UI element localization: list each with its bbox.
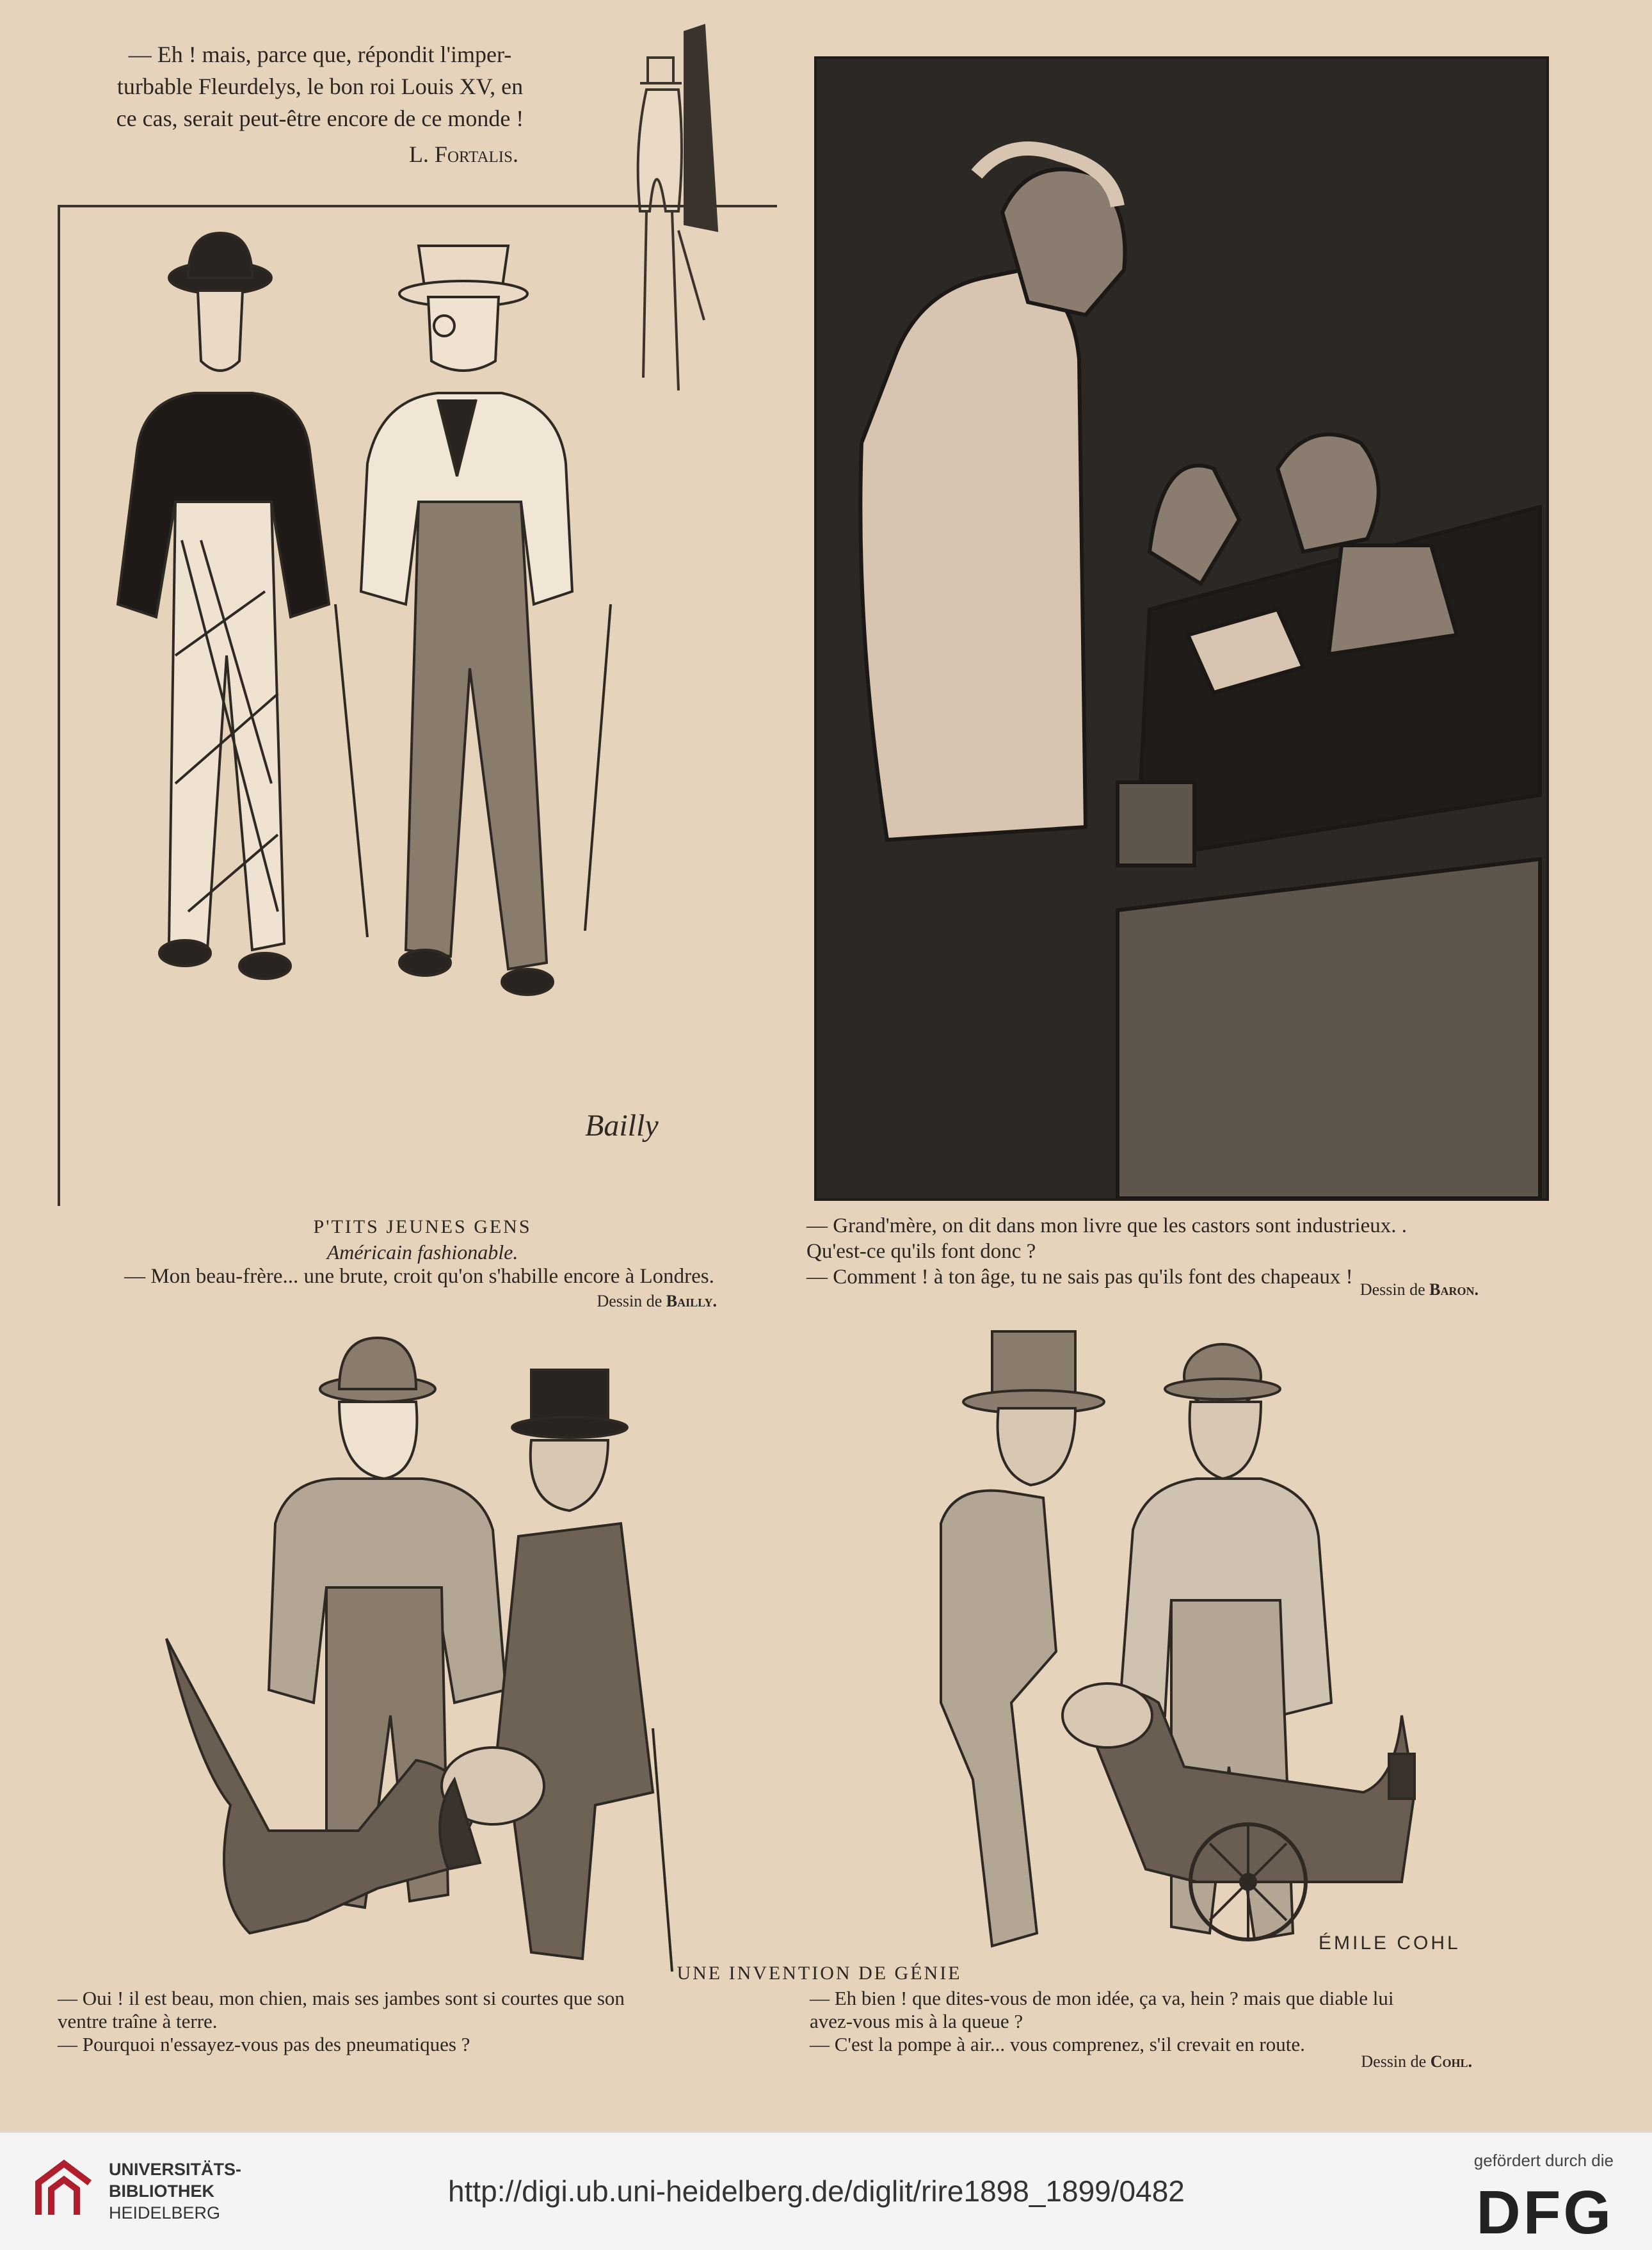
left-credit (448, 1292, 717, 1311)
intro-line: — Eh ! mais, parce que, répondit l'imper- (128, 42, 512, 67)
left-caption-dialogue: — Mon beau-frère... une brute, croit qu'on s'habille encore à Londres. (124, 1265, 714, 1288)
bottom-left-line: — Oui ! il est beau, mon chien, mais ses jambes sont si courtes que son (58, 1987, 625, 2009)
left-caption-subtitle: Américain fashionable. (326, 1241, 518, 1264)
credit-prefix: Dessin de (1359, 1280, 1425, 1299)
left-illustration-frame (58, 205, 777, 1206)
intro-line: turbable Fleurdelys, le bon roi Louis XV, en (116, 74, 524, 99)
right-caption-dialogue (806, 1213, 1555, 1290)
bottom-credit (1216, 2052, 1472, 2071)
dfg-logo: DFG (1476, 2178, 1614, 2247)
library-line: HEIDELBERG (109, 2203, 221, 2222)
credit-prefix: Dessin de (1361, 2052, 1427, 2071)
library-name (109, 2158, 241, 2224)
right-dialogue-line: Qu'est-ce qu'ils font donc ? (806, 1240, 1036, 1263)
library-logo-icon (32, 2157, 96, 2221)
bottom-right-line: — C'est la pompe à air... vous comprenez, s'il crevait en route. (810, 2033, 1305, 2055)
credit-name: Baron. (1429, 1280, 1479, 1299)
invention-de-genie-illustration (147, 1319, 1491, 1984)
two-young-men-illustration (60, 207, 777, 1206)
bottom-right-line: avez-vous mis à la queue ? (810, 2010, 1023, 2032)
right-illustration-frame (814, 56, 1549, 1201)
bottom-caption-title: UNE INVENTION DE GÉNIE (677, 1963, 962, 1984)
bottom-left-line: — Pourquoi n'essayez-vous pas des pneumatiques ? (58, 2033, 470, 2055)
credit-prefix: Dessin de (597, 1292, 662, 1310)
cohl-signature: ÉMILE COHL (1319, 1933, 1461, 1954)
left-caption-title: P'TITS JEUNES GENS (313, 1216, 532, 1237)
right-credit (1216, 1280, 1479, 1299)
digitization-footer (0, 2132, 1652, 2250)
library-line: BIBLIOTHEK (109, 2182, 214, 2201)
credit-name: Bailly. (666, 1292, 717, 1310)
bailly-signature: Bailly (585, 1109, 659, 1143)
intro-line: ce cas, serait peut-être encore de ce monde ! (116, 106, 524, 131)
library-line: UNIVERSITÄTS- (109, 2160, 242, 2179)
grandmother-child-illustration (817, 59, 1546, 1198)
bottom-right-line: — Eh bien ! que dites-vous de mon idée, ça va, hein ? mais que diable lui (810, 1987, 1394, 2009)
bottom-right-dialogue (810, 1987, 1546, 2056)
right-dialogue-line: — Grand'mère, on dit dans mon livre que les castors sont industrieux. . (806, 1214, 1407, 1237)
bottom-left-dialogue (58, 1987, 794, 2056)
sponsor-note: gefördert durch die (1473, 2151, 1614, 2170)
permalink-url[interactable]: http://digi.ub.uni-heidelberg.de/diglit/rire1898_1899/0482 (448, 2174, 1185, 2208)
bottom-left-line: ventre traîne à terre. (58, 2010, 218, 2032)
intro-author: L. Fortalis. (408, 141, 518, 167)
right-dialogue-line: — Comment ! à ton âge, tu ne sais pas qu'ils font des chapeaux ! (806, 1266, 1353, 1289)
credit-name: Cohl. (1430, 2052, 1472, 2071)
intro-paragraph (83, 38, 557, 170)
